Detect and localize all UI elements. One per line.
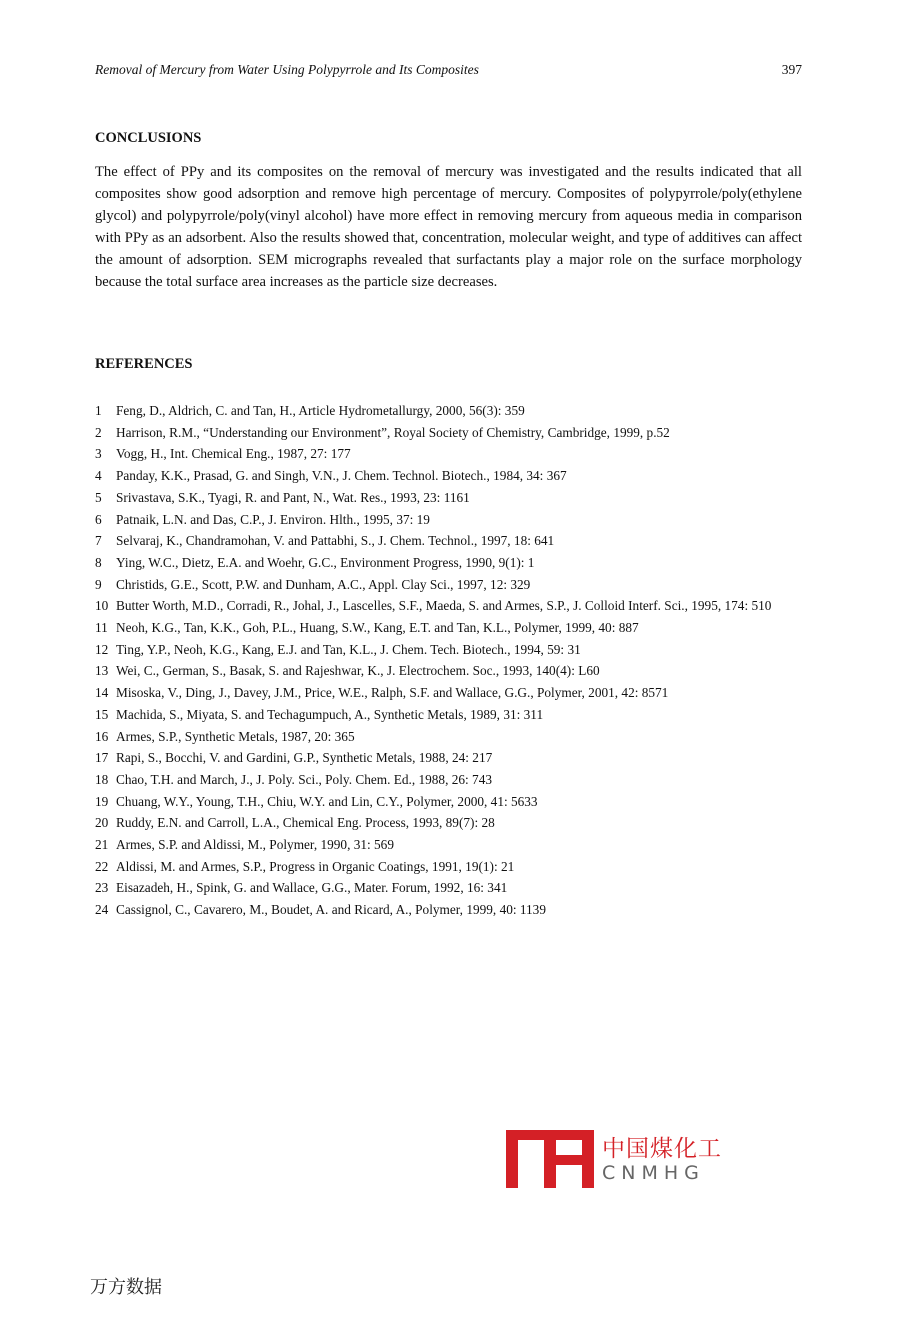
reference-item [95, 682, 802, 704]
reference-text: Armes, S.P., Synthetic Metals, 1987, 20: 365 [116, 728, 355, 744]
reference-text: Vogg, H., Int. Chemical Eng., 1987, 27: 177 [116, 446, 351, 462]
reference-number: 12 [95, 641, 109, 657]
reference-item [95, 899, 802, 921]
reference-number: 24 [95, 902, 109, 918]
cnmhg-logo [504, 1128, 722, 1192]
reference-item [95, 639, 802, 661]
reference-item [95, 443, 802, 465]
logo-english-name: CNMHG [602, 1162, 705, 1184]
reference-item [95, 877, 802, 899]
logo-chinese-name: 中国煤化工 [602, 1136, 722, 1162]
reference-number: 8 [95, 554, 102, 570]
reference-item [95, 769, 802, 791]
reference-text: Ruddy, E.N. and Carroll, L.A., Chemical Eng. Process, 1993, 89(7): 28 [116, 815, 495, 831]
reference-number: 6 [95, 511, 102, 527]
reference-number: 20 [95, 815, 109, 831]
reference-list [95, 400, 802, 921]
reference-item [95, 574, 802, 596]
reference-item [95, 726, 802, 748]
reference-number: 21 [95, 837, 109, 853]
reference-text: Eisazadeh, H., Spink, G. and Wallace, G.G., Mater. Forum, 1992, 16: 341 [116, 880, 508, 896]
reference-text: Ying, W.C., Dietz, E.A. and Woehr, G.C., Environment Progress, 1990, 9(1): 1 [116, 554, 535, 570]
reference-text: Machida, S., Miyata, S. and Techagumpuch, A., Synthetic Metals, 1989, 31: 311 [116, 706, 544, 722]
reference-item [95, 465, 802, 487]
reference-item [95, 704, 802, 726]
reference-text: Aldissi, M. and Armes, S.P., Progress in Organic Coatings, 1991, 19(1): 21 [116, 858, 515, 874]
reference-text: Christids, G.E., Scott, P.W. and Dunham, A.C., Appl. Clay Sci., 1997, 12: 329 [116, 576, 531, 592]
reference-text: Patnaik, L.N. and Das, C.P., J. Environ. Hlth., 1995, 37: 19 [116, 511, 430, 527]
reference-number: 23 [95, 880, 109, 896]
conclusions-heading: CONCLUSIONS [95, 130, 202, 146]
reference-number: 2 [95, 424, 102, 440]
reference-number: 18 [95, 771, 109, 787]
reference-text: Feng, D., Aldrich, C. and Tan, H., Article Hydrometallurgy, 2000, 56(3): 359 [116, 403, 525, 418]
reference-text: Butter Worth, M.D., Corradi, R., Johal, J., Lascelles, S.F., Maeda, S. and Armes, S.P., J. Colloid Interf. Sci., 1995, 174: 510 [116, 598, 772, 614]
reference-number: 16 [95, 728, 109, 744]
reference-number: 10 [95, 598, 109, 614]
reference-number: 14 [95, 685, 109, 701]
reference-text: Chao, T.H. and March, J., J. Poly. Sci., Poly. Chem. Ed., 1988, 26: 743 [116, 771, 492, 787]
page-number: 397 [781, 62, 802, 77]
running-title: Removal of Mercury from Water Using Polypyrrole and Its Composites [95, 62, 479, 77]
reference-item [95, 552, 802, 574]
reference-number: 3 [95, 446, 102, 462]
reference-text: Neoh, K.G., Tan, K.K., Goh, P.L., Huang, S.W., Kang, E.T. and Tan, K.L., Polymer, 1999, 40: 887 [116, 620, 639, 636]
reference-number: 19 [95, 793, 109, 809]
reference-item [95, 856, 802, 878]
footer-watermark: 万方数据 [90, 1277, 162, 1298]
reference-item [95, 595, 802, 617]
reference-number: 1 [95, 403, 102, 418]
reference-item [95, 530, 802, 552]
reference-number: 17 [95, 750, 109, 766]
reference-text: Ting, Y.P., Neoh, K.G., Kang, E.J. and Tan, K.L., J. Chem. Tech. Biotech., 1994, 59: 31 [116, 641, 581, 657]
reference-item [95, 487, 802, 509]
reference-number: 5 [95, 489, 102, 505]
references-heading: REFERENCES [95, 356, 193, 372]
reference-text: Misoska, V., Ding, J., Davey, J.M., Price, W.E., Ralph, S.F. and Wallace, G.G., Polymer, 2001, 42: 8571 [116, 685, 669, 701]
reference-number: 22 [95, 858, 109, 874]
reference-text: Harrison, R.M., “Understanding our Environment”, Royal Society of Chemistry, Cambridge, 1999, p.52 [116, 424, 670, 440]
reference-number: 7 [95, 533, 102, 549]
reference-text: Panday, K.K., Prasad, G. and Singh, V.N., J. Chem. Technol. Biotech., 1984, 34: 367 [116, 468, 567, 484]
reference-item [95, 400, 802, 422]
reference-item [95, 422, 802, 444]
reference-number: 4 [95, 468, 102, 484]
reference-text: Cassignol, C., Cavarero, M., Boudet, A. and Ricard, A., Polymer, 1999, 40: 1139 [116, 902, 546, 918]
reference-text: Srivastava, S.K., Tyagi, R. and Pant, N., Wat. Res., 1993, 23: 1161 [116, 489, 470, 505]
reference-text: Chuang, W.Y., Young, T.H., Chiu, W.Y. and Lin, C.Y., Polymer, 2000, 41: 5633 [116, 793, 538, 809]
reference-item [95, 834, 802, 856]
reference-text: Armes, S.P. and Aldissi, M., Polymer, 1990, 31: 569 [116, 837, 394, 853]
reference-number: 9 [95, 576, 102, 592]
cnmhg-logo-mark-icon [504, 1128, 596, 1190]
reference-item [95, 509, 802, 531]
reference-text: Rapi, S., Bocchi, V. and Gardini, G.P., Synthetic Metals, 1988, 24: 217 [116, 750, 493, 766]
running-header [95, 62, 802, 78]
reference-item [95, 747, 802, 769]
reference-item [95, 791, 802, 813]
reference-text: Selvaraj, K., Chandramohan, V. and Pattabhi, S., J. Chem. Technol., 1997, 18: 641 [116, 533, 555, 549]
reference-number: 13 [95, 663, 109, 679]
conclusions-body: The effect of PPy and its composites on the removal of mercury was investigated and the results indicated that all composites show good adsorption and remove high percentage of mercury. Composites of polypyrrole/poly(ethylene glycol) and polypyrrole/poly(vinyl alcohol) have more effect in removing mercury from aqueous media in comparison with PPy as an adsorbent. Also the results showed that, concentration, molecular weight, and type of additives can affect the amount of adsorption. SEM micrographs revealed that surfactants play a major role on the surface morphology because the total surface area increases as the particle size decreases. [95, 164, 802, 291]
reference-number: 15 [95, 706, 109, 722]
reference-item [95, 660, 802, 682]
reference-item [95, 812, 802, 834]
reference-text: Wei, C., German, S., Basak, S. and Rajeshwar, K., J. Electrochem. Soc., 1993, 140(4): L60 [116, 663, 600, 679]
reference-number: 11 [95, 620, 108, 636]
reference-item [95, 617, 802, 639]
